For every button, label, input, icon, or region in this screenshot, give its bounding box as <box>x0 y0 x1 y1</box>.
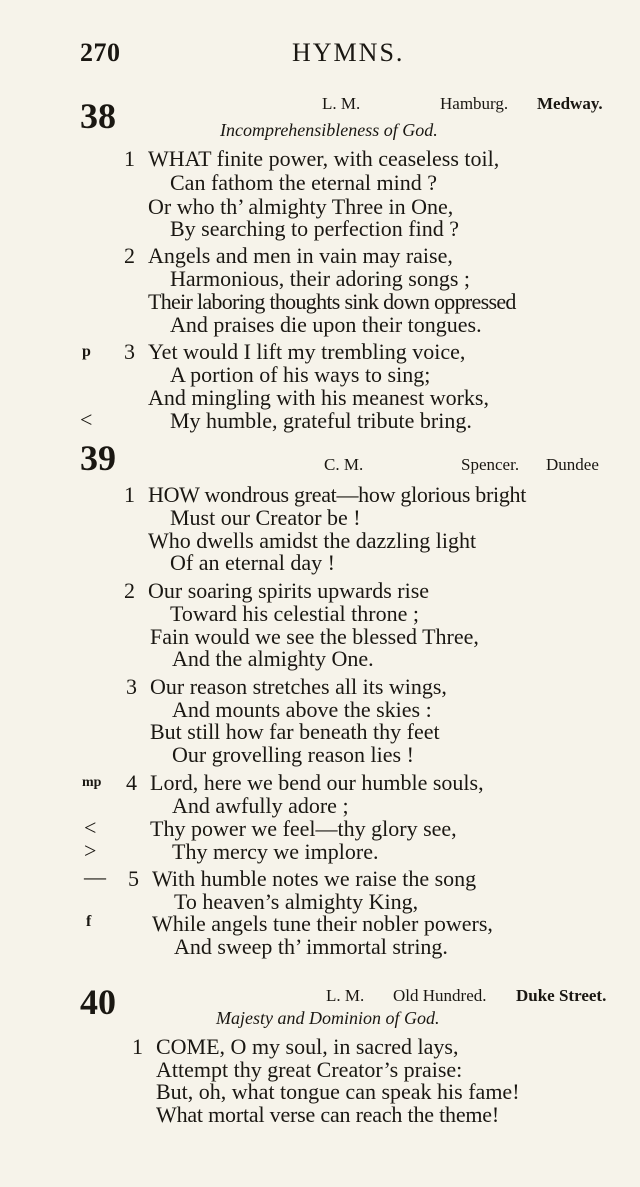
verse-line: To heaven’s almighty King, <box>174 889 419 914</box>
tune-name: Old Hundred. <box>393 986 487 1005</box>
decrescendo-mark: > <box>84 838 97 863</box>
verse-line: Or who th’ almighty Three in One, <box>148 194 454 219</box>
verse-line: Thy mercy we implore. <box>172 839 379 864</box>
verse-line: Thy power we feel—thy glory see, <box>150 816 457 841</box>
verse-line: Our reason stretches all its wings, <box>150 674 447 699</box>
verse-line: And mingling with his meanest works, <box>148 385 489 410</box>
stanza-number: 1 <box>124 482 135 507</box>
tune-name: Hamburg. <box>440 94 509 113</box>
hymn-subtitle: Incomprehensibleness of God. <box>220 120 438 140</box>
dynamic-mark: f <box>86 913 92 930</box>
verse-line: Our soaring spirits upwards rise <box>148 578 430 603</box>
verse-line: My humble, grateful tribute bring. <box>170 408 472 433</box>
verse-line: Our grovelling reason lies ! <box>172 742 414 767</box>
verse-line: Angels and men in vain may raise, <box>148 243 453 268</box>
verse-line: By searching to perfection find ? <box>170 216 459 241</box>
stanza-number: 4 <box>126 770 137 795</box>
page-number: 270 <box>80 38 121 67</box>
hymn-subtitle: Majesty and Dominion of God. <box>216 1008 440 1028</box>
stanza-number: 3 <box>124 339 135 364</box>
stanza-number: 1 <box>132 1034 143 1059</box>
verse-line: Who dwells amidst the dazzling light <box>148 528 477 553</box>
stanza-number: 3 <box>126 674 137 699</box>
dynamic-mark: mp <box>82 775 102 790</box>
verse-line: Fain would we see the blessed Three, <box>150 624 479 649</box>
verse-line: A portion of his ways to sing; <box>170 362 431 387</box>
crescendo-mark: < <box>84 815 97 840</box>
verse-line: Of an eternal day ! <box>170 550 335 575</box>
tune-name: Dundee <box>546 455 599 474</box>
tune-name: Medway. <box>537 94 603 113</box>
stanza-number: 2 <box>124 578 135 603</box>
verse-line: HOW wondrous great—how glorious bright <box>148 482 527 507</box>
verse-line: Attempt thy great Creator’s praise: <box>156 1057 463 1082</box>
verse-line: Yet would I lift my trembling voice, <box>148 339 466 364</box>
meter: C. M. <box>324 455 364 474</box>
verse-line: With humble notes we raise the song <box>152 866 477 891</box>
tune-name: Spencer. <box>461 455 520 474</box>
stanza-number: 5 <box>128 866 139 891</box>
verse-line: And mounts above the skies : <box>172 697 432 722</box>
hymn-number: 39 <box>80 438 116 478</box>
verse-line: Their laboring thoughts sink down oppressed <box>148 289 516 314</box>
verse-line: What mortal verse can reach the theme! <box>156 1102 499 1127</box>
verse-line: And the almighty One. <box>172 646 374 671</box>
verse-line: Can fathom the eternal mind ? <box>170 170 437 195</box>
stanza-number: 1 <box>124 146 135 171</box>
verse-line: Must our Creator be ! <box>170 505 361 530</box>
hymn-number: 40 <box>80 982 116 1022</box>
meter: L. M. <box>326 986 365 1005</box>
verse-line: WHAT finite power, with ceaseless toil, <box>148 146 500 171</box>
tune-name: Duke Street. <box>516 986 607 1005</box>
dynamic-mark: p <box>82 343 91 360</box>
verse-line: Lord, here we bend our humble souls, <box>150 770 484 795</box>
verse-line: Harmonious, their adoring songs ; <box>170 266 471 291</box>
verse-line: And awfully adore ; <box>172 793 349 818</box>
verse-line: While angels tune their nobler powers, <box>152 911 493 936</box>
verse-line: COME, O my soul, in sacred lays, <box>156 1034 459 1059</box>
meter: L. M. <box>322 94 361 113</box>
crescendo-mark: < <box>80 407 93 432</box>
running-title: HYMNS. <box>292 38 405 67</box>
verse-line: Toward his celestial throne ; <box>170 601 419 626</box>
dynamic-mark: — <box>84 864 106 889</box>
stanza-number: 2 <box>124 243 135 268</box>
verse-line: And sweep th’ immortal string. <box>174 934 448 959</box>
hymn-number: 38 <box>80 96 116 136</box>
verse-line: But still how far beneath thy feet <box>150 719 440 744</box>
verse-line: But, oh, what tongue can speak his fame! <box>156 1079 520 1104</box>
verse-line: And praises die upon their tongues. <box>170 312 482 337</box>
